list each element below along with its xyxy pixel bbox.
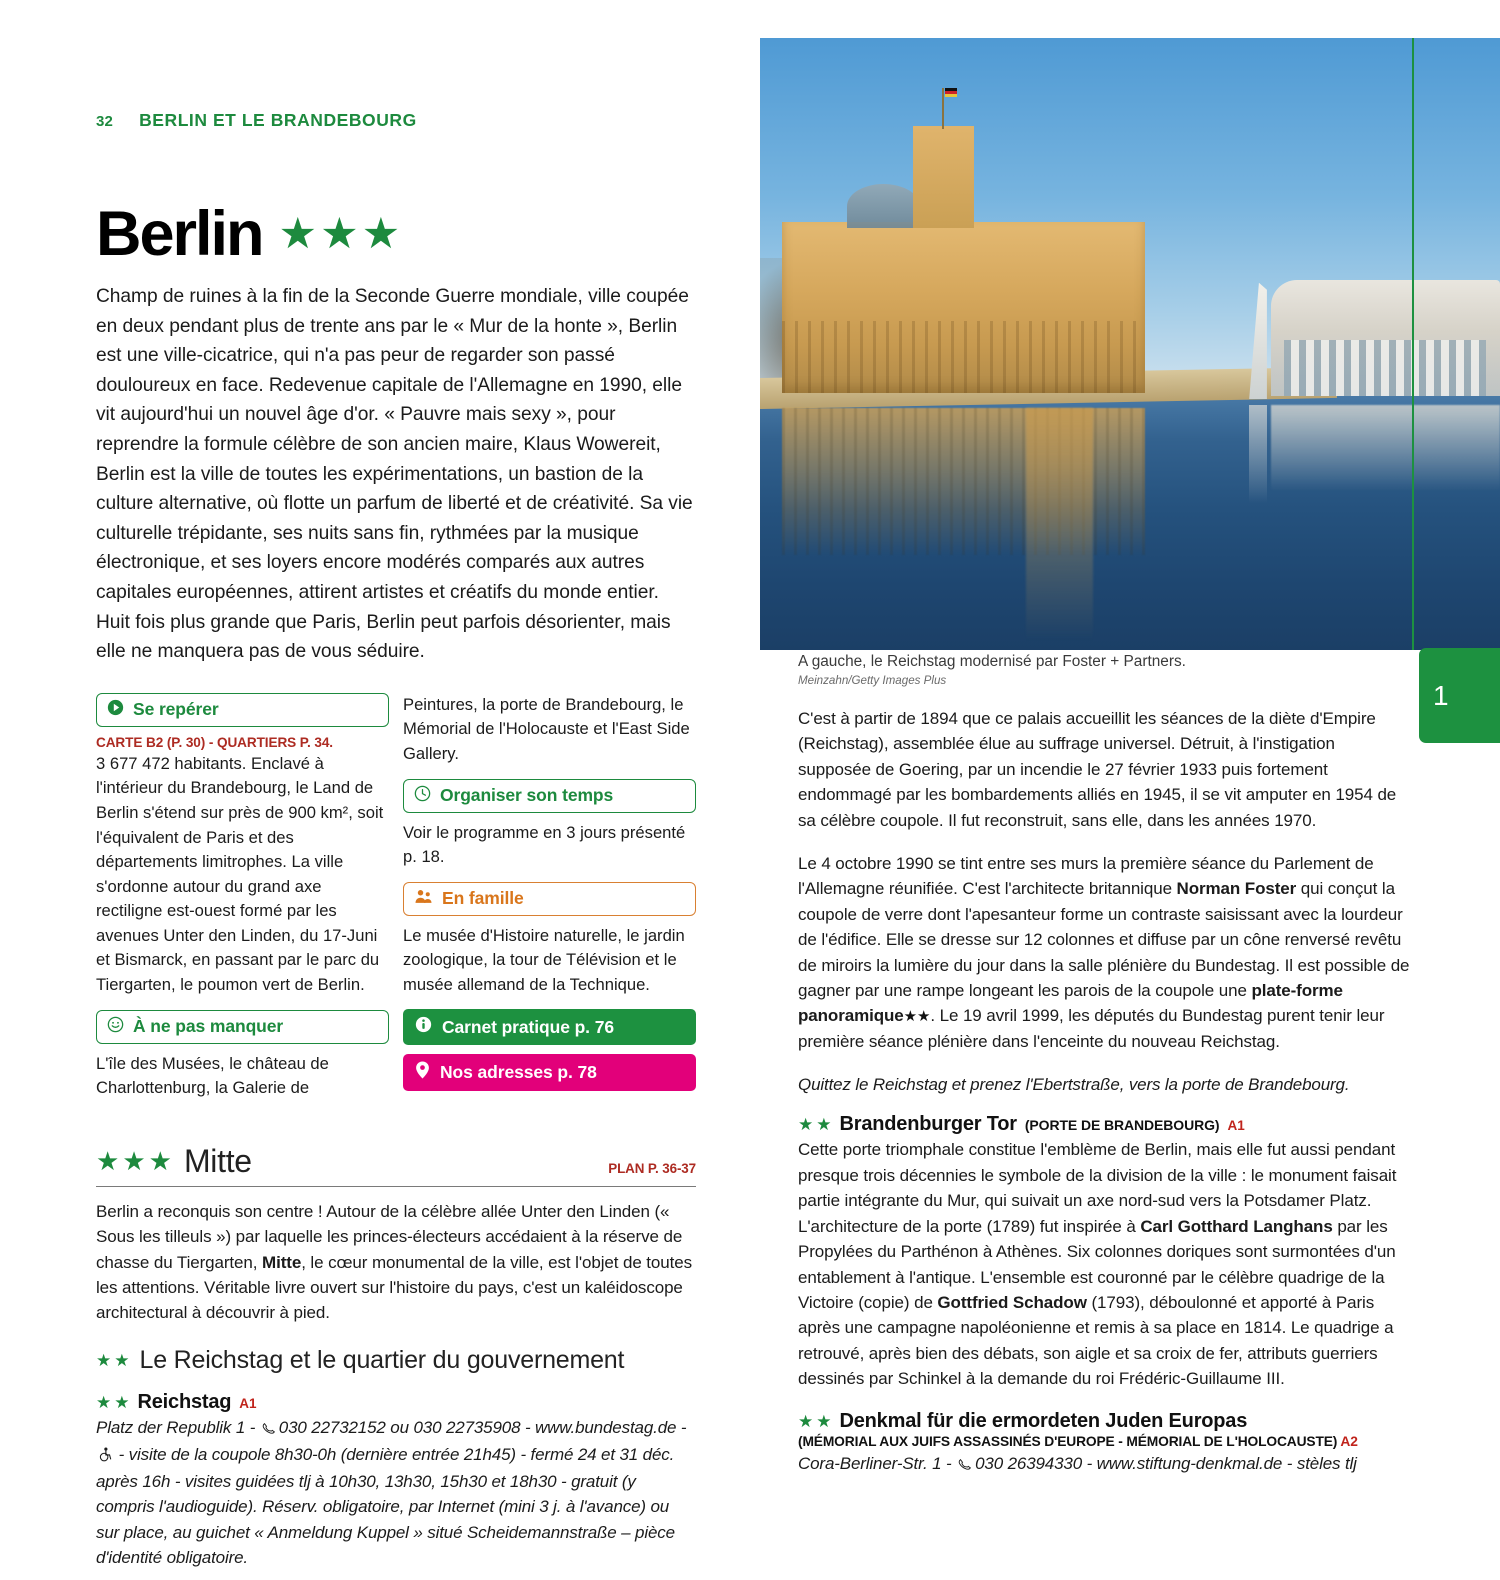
star-icon: ★	[816, 1411, 832, 1431]
bt-text-c: (1793), déboulonné et apporté à Paris après une campagne napoléonienne et remis à sa place en 1814. Le quadrige a retrouvé, après bien des débats, son aigle et sa croix de fer, attributs guerriers dessinés par Schinkel à la demande du roi Frédéric-Guillaume III.	[798, 1292, 1394, 1389]
phone-icon	[958, 1453, 973, 1478]
info-circle-icon	[415, 1016, 432, 1038]
reichstag-address: Platz der Republik 1 -	[96, 1417, 260, 1437]
denkmal-phone-web: 030 26394330 - www.stiftung-denkmal.de - stèles tlj	[975, 1453, 1357, 1473]
star-icon: ★	[114, 1392, 130, 1412]
star-icon: ★	[320, 210, 359, 258]
photo-glass-dome	[847, 184, 920, 229]
smiley-face-icon	[107, 1016, 124, 1038]
reichstag-practical-info	[96, 1415, 696, 1570]
running-title: BERLIN ET LE BRANDEBOURG	[139, 110, 417, 130]
en-famille-text: Le musée d'Histoire naturelle, le jardin zoologique, la tour de Télévision et le musée allemand de la Technique.	[403, 925, 685, 994]
en-famille-label: En famille	[442, 888, 524, 909]
star-icon: ★	[148, 1146, 172, 1177]
carnet-pratique-bar[interactable]	[403, 1009, 696, 1045]
denkmal-address: Cora-Berliner-Str. 1 -	[798, 1453, 957, 1473]
reichstag-rating-stars	[96, 1394, 130, 1411]
para2-d: . Le 19 avril 1999, les députés du Bundestag purent tenir leur première séance plénière dans l'enceinte du nouveau Reichstag.	[798, 1006, 1385, 1051]
right-column	[798, 706, 1412, 1488]
reichstag-history-para-1: C'est à partir de 1894 que ce palais accueillit les séances de la diète d'Empire (Reichstag), assemblée élue au suffrage universel. Détruit, à l'instigation supposée de Goering, par un incendie le 27 février 1933 puis fortement endommagé par les bombardements alliés en 1945, il se vit amputer en 1954 de sa célèbre coupole. Il fut reconstruit, sans elle, dans les années 1970.	[798, 709, 1397, 830]
reichstag-quarter-subheading	[96, 1346, 696, 1375]
left-column	[96, 110, 696, 1580]
denkmal-name: Denkmal für die ermordeten Juden Europas	[839, 1409, 1248, 1432]
city-intro-paragraph: Champ de ruines à la fin de la Seconde Guerre mondiale, ville coupée en deux pendant plus de trente ans par le « Mur de la honte », Berlin est une ville-cicatrice, qui n'a pas peur de regarder son passé douloureux en face. Redevenue capitale de l'Allemagne en 1990, elle vit aujourd'hui un nouvel âge d'or. « Pauvre mais sexy », pour reprendre la formule célèbre de son ancien maire, Klaus Wowereit, Berlin est la ville de toutes les expérimentations, un bastion de la culture alternative, où flotte un parfum de liberté et de créativité. Sa vie culturelle trépidante, ses nuits sans fin, rythmées par la musique électronique, et ses loyers encore modérés comparés aux autres capitales européennes, attirent artistes et créatifs du monde entier. Huit fois plus grande que Paris, Berlin peut parfois désorienter, mais elle ne manquera pas de vous séduire.	[96, 286, 693, 663]
para2-a: Le 4 octobre 1990 se tint entre ses murs la première séance du Parlement de l'Allemagne réunifiée. C'est l'architecte britannique	[798, 854, 1374, 899]
reichstag-poi-heading	[96, 1391, 696, 1414]
right-vertical-rule	[1412, 38, 1414, 650]
photo-german-flag	[945, 88, 957, 97]
plate-forme-bold: plate-forme panoramique	[798, 981, 1343, 1026]
reichstag-photo	[760, 38, 1500, 650]
se-reperer-badge[interactable]	[96, 693, 389, 727]
a-ne-pas-manquer-badge[interactable]	[96, 1010, 389, 1044]
subsection-rating-stars	[96, 1352, 130, 1369]
chapter-tab-marker: 1	[1419, 648, 1500, 743]
star-icon: ★	[917, 1008, 931, 1026]
plate-forme-stars	[904, 1006, 931, 1025]
carte-reference: CARTE B2 (P. 30) - QUARTIERS P. 34.	[96, 734, 333, 750]
map-pin-icon	[415, 1061, 430, 1084]
denkmal-rating-stars	[798, 1413, 832, 1430]
photo-reflection-modern	[1271, 405, 1500, 491]
phone-icon	[262, 1417, 277, 1442]
wheelchair-icon	[98, 1444, 112, 1469]
a-ne-pas-manquer-text: L'île des Musées, le château de Charlottenburg, la Galerie de	[96, 1053, 329, 1098]
denkmal-subtitle: (MÉMORIAL AUX JUIFS ASSASSINÉS D'EUROPE - MÉMORIAL DE L'HOLOCAUSTE)	[798, 1433, 1338, 1449]
organiser-son-temps-label: Organiser son temps	[440, 785, 614, 805]
mitte-intro	[96, 1199, 696, 1326]
page-number: 32	[96, 113, 114, 130]
denkmal-practical-info	[798, 1451, 1412, 1478]
langhans-bold: Carl Gotthard Langhans	[1140, 1216, 1333, 1236]
play-circle-icon	[107, 699, 124, 721]
brandenburger-name: Brandenburger Tor	[839, 1113, 1017, 1136]
bt-text-a: Cette porte triomphale constitue l'emblème de Berlin, mais elle fut aussi pendant presque trois décennies le symbole de la division de la ville : le monument faisait partie intégrante du Mur, qui suivait un axe nord-sud vers la Potsdamer Platz. L'architecture de la porte (1789) fut inspirée à	[798, 1140, 1397, 1236]
running-header	[96, 110, 696, 131]
photo-flagpole	[942, 88, 944, 129]
star-icon: ★	[122, 1146, 146, 1177]
star-icon: ★	[278, 210, 318, 258]
carnet-pratique-label: Carnet pratique p. 76	[442, 1016, 614, 1037]
star-icon: ★	[361, 210, 401, 258]
photo-credit: Meinzahn/Getty Images Plus	[798, 674, 947, 687]
reichstag-map-tag: A1	[239, 1395, 257, 1411]
photo-reichstag-tower	[913, 126, 975, 229]
nos-adresses-label: Nos adresses p. 78	[440, 1062, 597, 1083]
photo-reichstag-building	[782, 222, 1145, 393]
mitte-rating-stars	[96, 1146, 172, 1177]
photo-reflection-tower	[1026, 408, 1093, 641]
mitte-plan-reference: PLAN P. 36-37	[608, 1160, 696, 1176]
para2-c: qui conçut la coupole de verre dont l'apesanteur forme un contraste saisissant avec la lourdeur de l'édifice. Elle se dresse sur 12 colonnes et diffuse par un cône renversé revêtu de miroirs la lumière du jour dans la salle plénière du Bundestag. Il est possible de gagner par une rampe longeant les parois de la coupole une	[798, 879, 1410, 1001]
en-famille-badge[interactable]	[403, 882, 696, 916]
star-icon: ★	[903, 1008, 917, 1026]
reichstag-name: Reichstag	[137, 1390, 232, 1413]
a-ne-pas-manquer-continued: Peintures, la porte de Brandebourg, le Mémorial de l'Holocauste et l'East Side Gallery.	[403, 694, 690, 763]
star-icon: ★	[798, 1411, 814, 1431]
subsection-title: Le Reichstag et le quartier du gouvernement	[139, 1345, 625, 1374]
photo-paul-loebe-haus	[1271, 280, 1500, 396]
family-people-icon	[414, 888, 433, 910]
se-reperer-label: Se repérer	[133, 699, 219, 720]
city-rating-stars	[278, 210, 401, 258]
mitte-intro-bold: Mitte	[262, 1252, 302, 1272]
reichstag-phone-web: 030 22732152 ou 030 22735908 - www.bundestag.de -	[278, 1417, 687, 1437]
photo-caption-block	[798, 652, 1438, 687]
star-icon: ★	[816, 1115, 832, 1135]
brandenburger-rating-stars	[798, 1116, 832, 1133]
denkmal-map-tag: A2	[1340, 1433, 1358, 1449]
brandenburger-description	[798, 1137, 1412, 1391]
mitte-intro-pre: Berlin a reconquis son centre ! Autour de la célèbre allée Unter den Linden (« Sous les tilleuls ») par laquelle les princes-électeurs accédaient à la réserve de chasse du Tiergarten,	[96, 1201, 683, 1272]
organiser-son-temps-badge[interactable]	[403, 779, 696, 813]
mitte-section-header	[96, 1143, 696, 1187]
se-reperer-text: 3 677 472 habitants. Enclavé à l'intérieur du Brandebourg, le Land de Berlin s'étend sur près de 900 km², soit l'équivalent de Paris et des départements limitrophes. La ville s'ordonne autour du grand axe rectiligne est-ouest formé par les avenues Unter den Linden, du 17-Juni et Bismarck, en passant par le parc du Tiergarten, le poumon vert de Berlin.	[96, 753, 384, 995]
denkmal-subtitle-line	[798, 1434, 1412, 1449]
brandenburger-map-tag: A1	[1227, 1118, 1245, 1134]
denkmal-poi-heading	[798, 1410, 1412, 1433]
photo-caption: A gauche, le Reichstag modernisé par Foster + Partners.	[798, 653, 1186, 670]
photo-reflection-fin	[1249, 405, 1267, 503]
organiser-son-temps-text: Voir le programme en 3 jours présenté p. 18.	[403, 822, 686, 867]
nos-adresses-bar[interactable]	[403, 1054, 696, 1091]
schadow-bold: Gottfried Schadow	[937, 1292, 1087, 1312]
star-icon: ★	[798, 1115, 814, 1135]
info-box-grid	[96, 693, 696, 1113]
mitte-intro-post: , le cœur monumental de la ville, est l'objet de toutes les attentions. Véritable livre ouvert sur l'histoire du pays, c'est un kaléidoscope architectural à découvrir à pied.	[96, 1252, 693, 1323]
star-icon: ★	[96, 1146, 120, 1177]
info-box-column-left	[96, 693, 389, 1113]
star-icon: ★	[114, 1350, 130, 1370]
clock-icon	[414, 785, 431, 807]
page-title	[96, 199, 696, 269]
reichstag-history-para-2	[798, 851, 1412, 1054]
norman-foster-bold: Norman Foster	[1176, 879, 1297, 899]
reichstag-hours: - visite de la coupole 8h30-0h (dernière entrée 21h45) - fermé 24 et 31 déc. après 16h - visites guidées tlj à 10h30, 13h30, 15h30 et 18h30 - gratuit (y compris l'audioguide). Réserv. obligatoire, par Internet (mini 3 j. à l'avance) ou sur place, au guichet « Anmeldung Kuppel » situé Scheidemannstraße – pièce d'identité obligatoire.	[96, 1445, 675, 1567]
star-icon: ★	[96, 1350, 112, 1370]
itinerary-direction-line: Quittez le Reichstag et prenez l'Ebertstraße, vers la porte de Brandebourg.	[798, 1075, 1350, 1095]
bt-text-b: par les Propylées du Parthénon à Athènes. Six colonnes doriques sont surmontées d'un entablement à l'antique. L'ensemble est couronné par le célèbre quadrige de la Victoire (copie) de	[798, 1216, 1396, 1312]
city-name: Berlin	[96, 199, 263, 269]
star-icon: ★	[96, 1392, 112, 1412]
brandenburger-poi-heading	[798, 1113, 1412, 1136]
info-box-column-right	[403, 693, 696, 1101]
mitte-title: Mitte	[183, 1142, 252, 1179]
a-ne-pas-manquer-label: À ne pas manquer	[133, 1016, 284, 1037]
brandenburger-alt-name: (PORTE DE BRANDEBOURG)	[1024, 1117, 1220, 1134]
